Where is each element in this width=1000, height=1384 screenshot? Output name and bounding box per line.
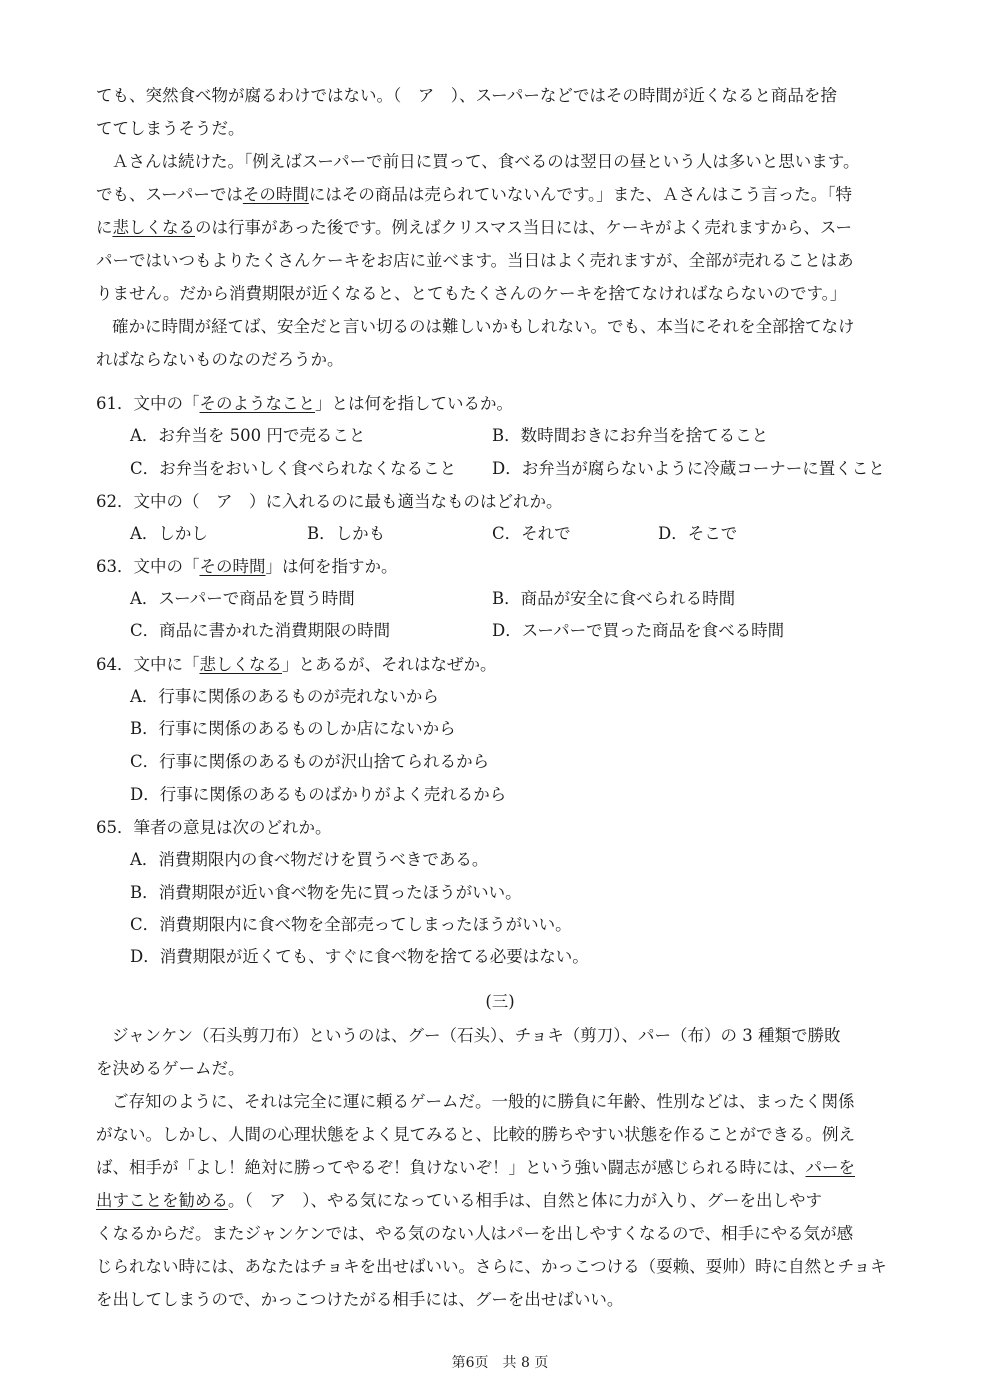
underlined-phrase: 悲しくなる [199,655,282,674]
q65-option-b: B．消費期限が近い食べ物を先に買ったほうがいい。 [130,883,522,902]
passage-line-8: 確かに時間が経てば、安全だと言い切るのは難しいかもしれない。でも、本当にそれを全部捨てなけ [112,317,855,336]
underlined-phrase-paa: パーを [805,1158,855,1177]
q64-option-d: D．行事に関係のあるものばかりがよく売れるから [130,785,507,804]
question-63-stem [96,559,398,576]
section3-line-5 [96,1160,855,1177]
q62-option-d: D．そこで [658,524,738,543]
page-footer: 第6页 共 8 页 [451,1355,549,1371]
passage-line-2: ててしまうそうだ。 [96,119,245,138]
underlined-phrase: そのようなこと [199,394,315,413]
section3-line-7: くなるからだ。またジャンケンでは、やる気のない人はパーを出しやすくなるので、相手にやる気が感 [96,1224,854,1243]
underlined-phrase-kanashiku-naru: 悲しくなる [112,218,195,237]
q64-option-a: A．行事に関係のあるものが売れないから [130,687,439,706]
passage-line-4 [96,187,852,204]
stem-text: 」は何を指すか。 [265,557,398,576]
passage-line-1: ても、突然食べ物が腐るわけではない。（ ア ）、スーパーなどではその時間が近くなると商品を捨 [96,86,837,105]
underlined-phrase-susumeru: 出すことを勧める [96,1191,228,1210]
q65-option-c: C．消費期限内に食べ物を全部売ってしまったほうがいい。 [130,915,572,934]
passage-line-3: Ａさんは続けた。「例えばスーパーで前日に買って、食べるのは翌日の昼という人は多いと思います。 [112,152,860,171]
section3-line-4: がない。しかし、人間の心理状態をよく見てみると、比較的勝ちやすい状態を作ることができる。例え [96,1125,855,1144]
q63-option-a: A．スーパーで商品を買う時間 [130,589,355,608]
passage-line-9: ればならないものなのだろうか。 [96,350,344,369]
question-65-stem: 65．筆者の意見は次のどれか。 [96,818,332,837]
q61-option-c: C．お弁当をおいしく食べられなくなること [130,459,457,478]
underlined-phrase-sono-jikan: その時間 [242,185,309,204]
passage-line-7: りません。だから消費期限が近くなると、とてもたくさんのケーキを捨てなければならないのです。」 [96,284,847,303]
passage-line-6: パーではいつもよりたくさんケーキをお店に並べます。当日はよく売れますが、全部が売れることはあ [96,251,854,270]
q64-option-b: B．行事に関係のあるものしか店にないから [130,719,456,738]
passage-text: でも、スーパーでは [96,185,243,204]
q62-option-a: A．しかし [130,524,208,543]
passage-line-5 [96,220,852,237]
stem-text: 61．文中の「 [96,394,200,413]
stem-text: 」とは何を指しているか。 [315,394,513,413]
passage-text: に [96,218,113,237]
q61-option-a: A．お弁当を 500 円で売ること [130,426,366,445]
stem-text: 63．文中の「 [96,557,200,576]
q62-option-b: B．しかも [307,524,386,543]
stem-text: 64．文中に「 [96,655,200,674]
section-heading: (三) [485,992,515,1011]
q63-option-c: C．商品に書かれた消費期限の時間 [130,621,391,640]
question-62-stem: 62．文中の（ ア ）に入れるのに最も適当なものはどれか。 [96,492,563,511]
section3-line-2: を決めるゲームだ。 [96,1059,245,1078]
q63-option-b: B．商品が安全に食べられる時間 [492,589,736,608]
passage-text: 。（ ア ）、やる気になっている相手は、自然と体に力が入り、グーを出しやす [228,1191,822,1210]
q62-option-c: C．それで [492,524,571,543]
section3-line-1: ジャンケン（石头剪刀布）というのは、グー（石头）、チョキ（剪刀）、パー（布）の 3 種類で勝敗 [112,1026,841,1045]
section3-line-8: じられない時には、あなたはチョキを出せばいい。さらに、かっこつける（耍赖、耍帅）時に自然とチョキ [96,1257,887,1276]
q64-option-c: C．行事に関係のあるものが沢山捨てられるから [130,752,490,771]
passage-text: のは行事があった後です。例えばクリスマス当日には、ケーキがよく売れますから、スー [195,218,853,237]
q65-option-d: D．消費期限が近くても、すぐに食べ物を捨てる必要はない。 [130,947,589,966]
underlined-phrase: その時間 [199,557,266,576]
q61-option-b: B．数時間おきにお弁当を捨てること [492,426,769,445]
question-64-stem [96,657,497,674]
q65-option-a: A．消費期限内の食べ物だけを買うべきである。 [130,850,489,869]
question-61-stem [96,396,513,413]
stem-text: 」とあるが、それはなぜか。 [282,655,497,674]
passage-text: ば、相手が「よし！絶対に勝ってやるぞ！負けないぞ！」という強い闘志が感じられる時には、 [96,1158,806,1177]
section3-line-9: を出してしまうので、かっこつけたがる相手には、グーを出せばいい。 [96,1290,624,1309]
q63-option-d: D．スーパーで買った商品を食べる時間 [492,621,785,640]
q61-option-d: D．お弁当が腐らないように冷蔵コーナーに置くこと [492,459,885,478]
passage-text: にはその商品は売られていないんです。」また、Ａさんはこう言った。「特 [308,185,853,204]
section3-line-6 [96,1193,822,1210]
section3-line-3: ご存知のように、それは完全に運に頼るゲームだ。一般的に勝負に年齢、性別などは、まったく関係 [112,1092,855,1111]
